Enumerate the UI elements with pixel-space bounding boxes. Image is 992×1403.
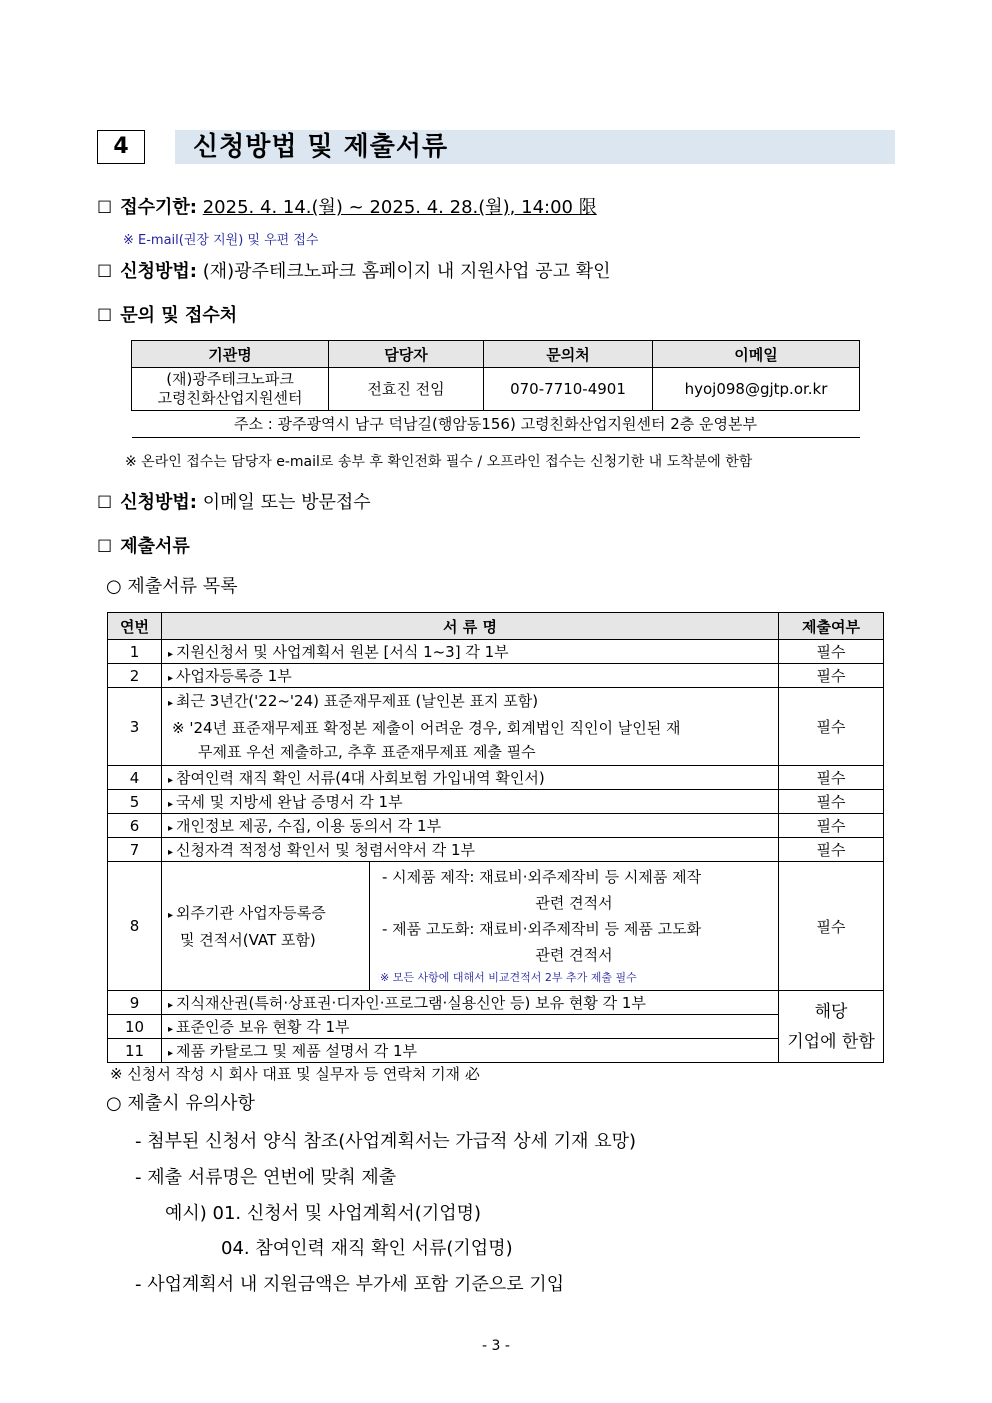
docs-row-details	[370, 862, 779, 991]
caution-example: 04. 참여인력 재직 확인 서류(기업명)	[221, 1238, 513, 1259]
docs-row-req: 필수	[779, 790, 884, 814]
contact-note: ※ 온라인 접수는 담당자 e-mail로 송부 후 확인전화 필수 / 오프라인 접수는 신청기한 내 도착분에 한함	[125, 454, 753, 470]
docs-row-name: ▸ 표준인증 보유 현황 각 1부	[162, 1015, 779, 1039]
docs-row-subnote: ※ '24년 표준재무제표 확정본 제출이 어려운 경우, 회계법인 직인이 날인된 재	[172, 719, 681, 737]
docs-row-no: 6	[108, 814, 162, 838]
apply-method2-line	[97, 488, 371, 514]
docs-row-no: 4	[108, 766, 162, 790]
docs-detail: - 제품 고도화: 재료비·외주제작비 등 제품 고도화	[382, 920, 702, 938]
caution-item: - 사업계획서 내 지원금액은 부가세 포함 기준으로 기입	[135, 1274, 565, 1295]
bullet-icon	[168, 823, 173, 834]
docs-list-heading: ○ 제출서류 목록	[106, 576, 238, 597]
docs-table	[107, 612, 884, 1063]
docs-row-no: 10	[108, 1015, 162, 1039]
section-number: 4	[97, 130, 145, 164]
checkbox-icon: ☐	[97, 493, 113, 513]
docs-row-no: 5	[108, 790, 162, 814]
docs-detail: - 시제품 제작: 재료비·외주제작비 등 시제품 제작	[382, 868, 702, 886]
contact-header-org: 기관명	[132, 341, 329, 368]
docs-row-no: 2	[108, 664, 162, 688]
docs-row-req: 필수	[779, 640, 884, 664]
deadline-note: ※ E-mail(권장 지원) 및 우편 접수	[123, 233, 319, 248]
docs-row-name: ▸ 참여인력 재직 확인 서류(4대 사회보험 가입내역 확인서)	[162, 766, 779, 790]
docs-row-no: 1	[108, 640, 162, 664]
contact-person: 전효진 전임	[329, 368, 484, 411]
bullet-icon	[168, 1048, 173, 1059]
contact-table	[131, 340, 860, 438]
docs-row-req: 필수	[779, 766, 884, 790]
apply-method-line	[97, 257, 611, 283]
apply-method-label: 신청방법:	[120, 261, 197, 282]
contact-address: 주소 : 광주광역시 남구 덕남길(행암동156) 고령친화산업지원센터 2층 운영본부	[132, 411, 860, 438]
docs-header-req: 제출여부	[779, 613, 884, 640]
docs-row-no: 9	[108, 991, 162, 1015]
bullet-icon	[168, 1024, 173, 1035]
docs-detail: 관련 견적서	[535, 946, 613, 964]
docs-detail: 관련 견적서	[535, 894, 613, 912]
contact-header-person: 담당자	[329, 341, 484, 368]
docs-header-no: 연번	[108, 613, 162, 640]
docs-row-no: 7	[108, 838, 162, 862]
bullet-icon	[168, 799, 173, 810]
docs-row-name: ▸ 외주기관 사업자등록증 및 견적서(VAT 포함)	[162, 862, 370, 991]
docs-row-name: ▸ 개인정보 제공, 수집, 이용 동의서 각 1부	[162, 814, 779, 838]
bullet-icon	[168, 698, 173, 709]
caution-item: - 첨부된 신청서 양식 참조(사업계획서는 가급적 상세 기재 요망)	[135, 1131, 637, 1152]
docs-row-name: ▸ 최근 3년간('22~'24) 표준재무제표 (날인본 표지 포함) ※ '24년 표준재무제표 확정본 제출이 어려운 경우, 회계법인 직인이 날인된 재 무제표 우선 제출하고, 추후 표준재무제표 제출 필수	[162, 688, 779, 766]
contact-heading-line	[97, 301, 237, 327]
checkbox-icon: ☐	[97, 198, 113, 218]
contact-header-email: 이메일	[653, 341, 860, 368]
docs-row-req-group: 해당 기업에 한함	[779, 991, 884, 1063]
docs-row-req: 필수	[779, 664, 884, 688]
docs-row-name: ▸ 사업자등록증 1부	[162, 664, 779, 688]
contact-header-phone: 문의처	[484, 341, 653, 368]
contact-email[interactable]: hyoj098@gjtp.or.kr	[653, 368, 860, 411]
deadline-value: 2025. 4. 14.(월) ~ 2025. 4. 28.(월), 14:00 限	[202, 197, 597, 218]
docs-row-req: 필수	[779, 862, 884, 991]
apply-method2-value: 이메일 또는 방문접수	[202, 492, 371, 513]
docs-note: ※ 신청서 작성 시 회사 대표 및 실무자 등 연락처 기재 必	[110, 1065, 480, 1083]
contact-heading: 문의 및 접수처	[120, 305, 238, 326]
docs-row-req: 필수	[779, 838, 884, 862]
docs-row-req: 필수	[779, 688, 884, 766]
docs-detail-note: ※ 모든 사항에 대해서 비교견적서 2부 추가 제출 필수	[380, 971, 637, 984]
bullet-icon	[168, 910, 173, 921]
apply-method-value: (재)광주테크노파크 홈페이지 내 지원사업 공고 확인	[202, 261, 611, 282]
docs-header-name: 서 류 명	[162, 613, 779, 640]
docs-row-name: ▸ 제품 카탈로그 및 제품 설명서 각 1부	[162, 1039, 779, 1063]
docs-row-name: ▸ 지식재산권(특허·상표권·디자인·프로그램·실용신안 등) 보유 현황 각 1부	[162, 991, 779, 1015]
apply-method2-label: 신청방법:	[120, 492, 197, 513]
section-title: 신청방법 및 제출서류	[175, 130, 895, 164]
docs-row-name: ▸ 국세 및 지방세 완납 증명서 각 1부	[162, 790, 779, 814]
docs-heading: 제출서류	[120, 536, 190, 557]
contact-org	[132, 368, 329, 411]
checkbox-icon: ☐	[97, 537, 113, 557]
docs-row-name: ▸ 신청자격 적정성 확인서 및 청렴서약서 각 1부	[162, 838, 779, 862]
docs-row-name: ▸ 지원신청서 및 사업계획서 원본 [서식 1~3] 각 1부	[162, 640, 779, 664]
docs-row-no: 8	[108, 862, 162, 991]
deadline-line	[97, 193, 597, 219]
bullet-icon	[168, 649, 173, 660]
checkbox-icon: ☐	[97, 306, 113, 326]
caution-item: - 제출 서류명은 연번에 맞춰 제출	[135, 1167, 397, 1188]
bullet-icon	[168, 1000, 173, 1011]
deadline-label: 접수기한:	[120, 197, 197, 218]
bullet-icon	[168, 673, 173, 684]
cautions-heading: ○ 제출시 유의사항	[106, 1093, 255, 1114]
contact-org-line2: 고령친화산업지원센터	[157, 389, 303, 407]
bullet-icon	[168, 847, 173, 858]
caution-example: 예시) 01. 신청서 및 사업계획서(기업명)	[165, 1203, 482, 1224]
page-number: - 3 -	[482, 1338, 510, 1354]
checkbox-icon: ☐	[97, 262, 113, 282]
contact-phone: 070-7710-4901	[484, 368, 653, 411]
docs-row-req: 필수	[779, 814, 884, 838]
docs-row-no: 3	[108, 688, 162, 766]
docs-row-subnote: 무제표 우선 제출하고, 추후 표준재무제표 제출 필수	[198, 743, 536, 761]
docs-heading-line	[97, 532, 190, 558]
bullet-icon	[168, 775, 173, 786]
contact-org-line1: (재)광주테크노파크	[166, 370, 294, 388]
docs-row-no: 11	[108, 1039, 162, 1063]
